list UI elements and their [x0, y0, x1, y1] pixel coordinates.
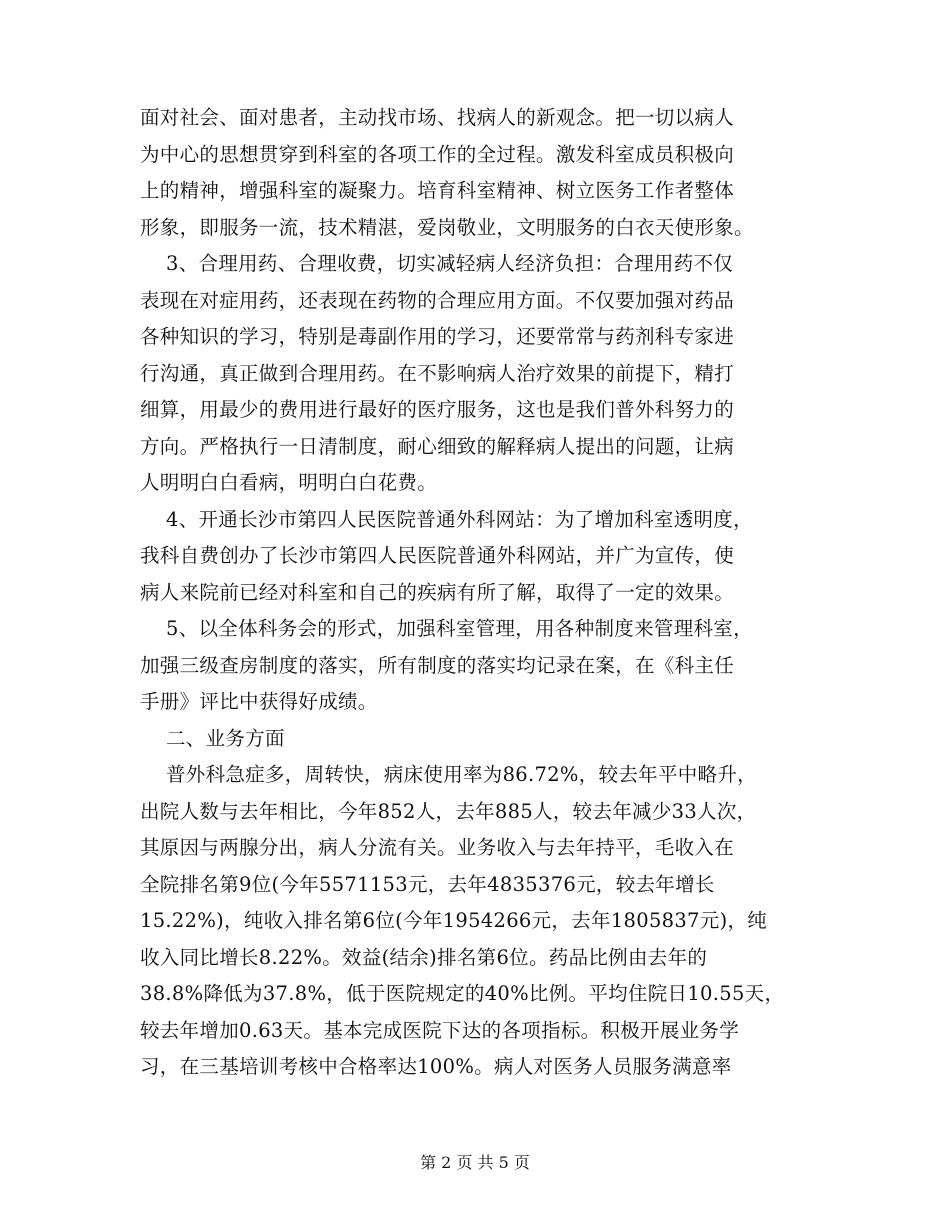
text-line: 3、合理用药、合理收费，切实减轻病人经济负担：合理用药不仅: [140, 252, 734, 275]
text-line: 人明明白白看病，明明白白花费。: [140, 471, 438, 494]
text-line: 出院人数与去年相比，今年852人，去年885人，较去年减少33人次，: [140, 799, 757, 823]
text-line: 普外科急症多，周转快，病床使用率为86.72%，较去年平中略升，: [140, 763, 757, 786]
text-line: 手册》评比中获得好成绩。: [140, 690, 378, 713]
text-line: 其原因与两腺分出，病人分流有关。业务收入与去年持平，毛收入在: [140, 836, 735, 859]
text-line: 表现在对症用药，还表现在药物的合理应用方面。不仅要加强对药品: [140, 288, 735, 312]
text-line: 面对社会、面对患者，主动找市场、找病人的新观念。把一切以病人: [140, 106, 735, 129]
text-line: 收入同比增长8.22%。效益(结余)排名第6位。药品比例由去年的: [140, 945, 708, 969]
section-heading: 二、业务方面: [140, 726, 285, 750]
text-line: 上的精神，增强科室的凝聚力。培育科室精神、树立医务工作者整体: [140, 179, 735, 202]
text-line: 我科自费创办了长沙市第四人民医院普通外科网站，并广为宣传，使: [140, 544, 735, 567]
text-line: 形象，即服务一流，技术精湛，爱岗敬业，文明服务的白衣天使形象。: [140, 215, 754, 239]
text-line: 38.8%降低为37.8%，低于医院规定的40%比例。平均住院日10.55天，: [140, 982, 785, 1005]
text-line: 各种知识的学习，特别是毒副作用的学习，还要常常与药剂科专家进: [140, 325, 735, 348]
page-number-footer: 第 2 页 共 5 页: [420, 1153, 530, 1172]
text-line: 5、以全体科务会的形式，加强科室管理，用各种制度来管理科室，: [140, 617, 753, 640]
text-line: 15.22%)，纯收入排名第6位(今年1954266元，去年1805837元)，纯: [140, 909, 768, 932]
text-line: 加强三级查房制度的落实，所有制度的落实均记录在案，在《科主任: [140, 653, 735, 677]
text-line: 方向。严格执行一日清制度，耐心细致的解释病人提出的问题，让病: [140, 434, 735, 458]
text-line: 行沟通，真正做到合理用药。在不影响病人治疗效果的前提下，精打: [140, 361, 735, 385]
text-line: 细算，用最少的费用进行最好的医疗服务，这也是我们普外科努力的: [140, 398, 735, 421]
text-line: 习，在三基培训考核中合格率达100%。病人对医务人员服务满意率: [140, 1055, 732, 1078]
document-body: [140, 100, 825, 1086]
text-line: 4、开通长沙市第四人民医院普通外科网站：为了增加科室透明度，: [140, 507, 753, 531]
text-line: 为中心的思想贯穿到科室的各项工作的全过程。激发科室成员积极向: [140, 142, 735, 166]
text-line: 较去年增加0.63天。基本完成医院下达的各项指标。积极开展业务学: [140, 1018, 740, 1042]
text-line: 病人来院前已经对科室和自己的疾病有所了解，取得了一定的效果。: [140, 580, 735, 604]
text-line: 全院排名第9位(今年5571153元，去年4835376元，较去年增长: [140, 872, 715, 896]
